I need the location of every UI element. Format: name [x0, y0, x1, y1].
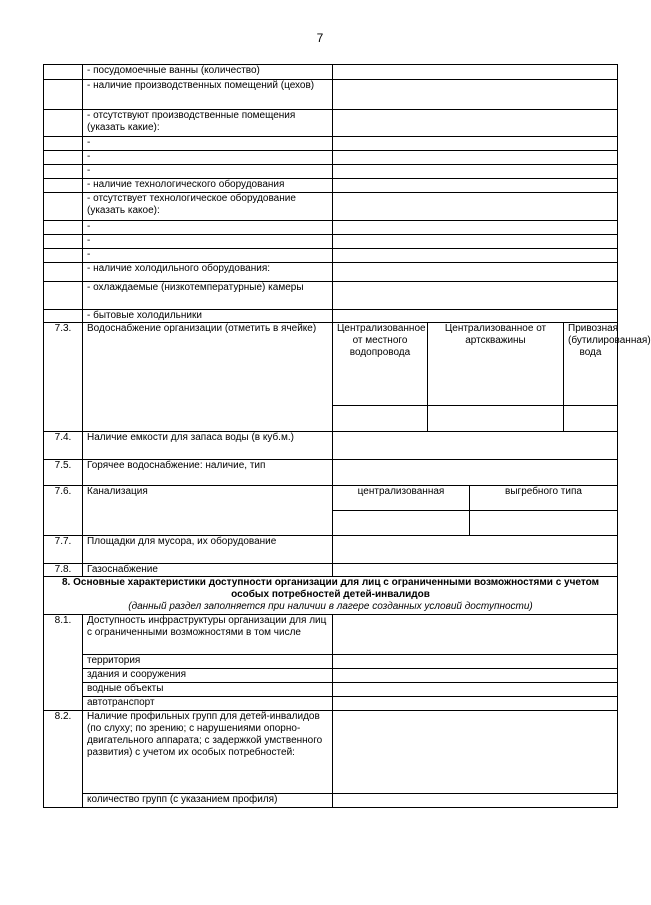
water-central-local-checkbox[interactable] [333, 406, 428, 432]
row-label: - посудомоечные ванны (количество) [83, 65, 333, 80]
water-option-central-well: Централизованное от артскважины [428, 323, 564, 406]
number-cell [44, 310, 83, 323]
value-cell[interactable] [333, 221, 618, 235]
value-cell[interactable] [333, 432, 618, 460]
number-cell [44, 80, 83, 110]
row-label: территория [83, 655, 333, 669]
table-row [44, 310, 618, 323]
section-8-title: 8. Основные характеристики доступности организации для лиц с ограниченными возможностями с учетом особых потребностей детей-инвалидов [62, 577, 599, 600]
table-row [44, 683, 618, 697]
row-label: - [83, 235, 333, 249]
value-cell[interactable] [333, 655, 618, 669]
table-row [44, 263, 618, 282]
sewage-option-cesspool: выгребного типа [470, 486, 618, 511]
table-row [44, 151, 618, 165]
row-number: 8.2. [44, 711, 83, 808]
value-cell[interactable] [333, 310, 618, 323]
row-number: 7.6. [44, 486, 83, 536]
row-label: - бытовые холодильники [83, 310, 333, 323]
row-number: 7.4. [44, 432, 83, 460]
row-label: - [83, 137, 333, 151]
table-row [44, 794, 618, 808]
row-label: Горячее водоснабжение: наличие, тип [83, 460, 333, 486]
value-cell[interactable] [333, 794, 618, 808]
row-number: 8.1. [44, 615, 83, 711]
table-row [44, 536, 618, 564]
value-cell[interactable] [333, 179, 618, 193]
table-row [44, 460, 618, 486]
value-cell[interactable] [333, 235, 618, 249]
row-label: - наличие производственных помещений (цехов) [83, 80, 333, 110]
table-row [44, 486, 618, 511]
number-cell [44, 65, 83, 80]
table-row [44, 323, 618, 406]
number-cell [44, 193, 83, 221]
table-row [44, 193, 618, 221]
table-row [44, 655, 618, 669]
table-row [44, 179, 618, 193]
number-cell [44, 249, 83, 263]
table-row [44, 221, 618, 235]
value-cell[interactable] [333, 137, 618, 151]
value-cell[interactable] [333, 669, 618, 683]
number-cell [44, 263, 83, 282]
table-row [44, 282, 618, 310]
table-row [44, 235, 618, 249]
value-cell[interactable] [333, 564, 618, 577]
row-label: Газоснабжение [83, 564, 333, 577]
number-cell [44, 221, 83, 235]
row-label: - отсутствует технологическое оборудование (указать какое): [83, 193, 333, 221]
info-form-table [43, 64, 651, 808]
value-cell[interactable] [333, 683, 618, 697]
row-label: Канализация [83, 486, 333, 536]
water-option-central-local: Централизованное от местного водопровода [333, 323, 428, 406]
value-cell[interactable] [333, 536, 618, 564]
row-number: 7.5. [44, 460, 83, 486]
value-cell[interactable] [333, 110, 618, 137]
row-label: - охлаждаемые (низкотемпературные) камеры [83, 282, 333, 310]
number-cell [44, 235, 83, 249]
row-label: - наличие технологического оборудования [83, 179, 333, 193]
table-row [44, 249, 618, 263]
row-label: - отсутствуют производственные помещения (указать какие): [83, 110, 333, 137]
value-cell[interactable] [333, 80, 618, 110]
value-cell[interactable] [333, 263, 618, 282]
row-label: Площадки для мусора, их оборудование [83, 536, 333, 564]
table-row [44, 80, 618, 110]
table-row [44, 564, 618, 577]
row-label: автотранспорт [83, 697, 333, 711]
value-cell[interactable] [333, 711, 618, 794]
value-cell[interactable] [333, 697, 618, 711]
value-cell[interactable] [333, 460, 618, 486]
table-row [44, 165, 618, 179]
section-8-heading [44, 577, 618, 615]
table-row [44, 711, 618, 794]
value-cell[interactable] [333, 151, 618, 165]
row-label: - [83, 221, 333, 235]
row-label: водные объекты [83, 683, 333, 697]
section-8-note: (данный раздел заполняется при наличии в лагере созданных условий доступности) [128, 601, 533, 612]
row-number: 7.3. [44, 323, 83, 432]
value-cell[interactable] [333, 65, 618, 80]
table-row [44, 669, 618, 683]
number-cell [44, 179, 83, 193]
table-row [44, 110, 618, 137]
water-bottled-checkbox[interactable] [564, 406, 618, 432]
number-cell [44, 282, 83, 310]
sewage-cesspool-checkbox[interactable] [470, 511, 618, 536]
sewage-central-checkbox[interactable] [333, 511, 470, 536]
water-option-bottled: Привозная (бутилированная) вода [564, 323, 618, 406]
value-cell[interactable] [333, 615, 618, 655]
table-row [44, 577, 618, 615]
row-label: - [83, 165, 333, 179]
row-label: - [83, 249, 333, 263]
row-label: - [83, 151, 333, 165]
table-row [44, 615, 618, 655]
number-cell [44, 151, 83, 165]
row-label: Водоснабжение организации (отметить в ячейке) [83, 323, 333, 432]
number-cell [44, 165, 83, 179]
value-cell[interactable] [333, 165, 618, 179]
row-label: Наличие емкости для запаса воды (в куб.м.) [83, 432, 333, 460]
row-number: 7.8. [44, 564, 83, 577]
row-label: Наличие профильных групп для детей-инвалидов (по слуху; по зрению; с нарушениями опорно-двигательного аппарата; с задержкой умственного развития) с учетом их особых потребностей: [83, 711, 333, 794]
row-label: - наличие холодильного оборудования: [83, 263, 333, 282]
row-label: здания и сооружения [83, 669, 333, 683]
row-number: 7.7. [44, 536, 83, 564]
table-row [44, 697, 618, 711]
water-central-well-checkbox[interactable] [428, 406, 564, 432]
row-label: Доступность инфраструктуры организации для лиц с ограниченными возможностями в том числе [83, 615, 333, 655]
table-row [44, 65, 618, 80]
value-cell[interactable] [333, 282, 618, 310]
value-cell[interactable] [333, 193, 618, 221]
row-label: количество групп (с указанием профиля) [83, 794, 333, 808]
sewage-option-central: централизованная [333, 486, 470, 511]
number-cell [44, 110, 83, 137]
value-cell[interactable] [333, 249, 618, 263]
table-row [44, 137, 618, 151]
table-row [44, 432, 618, 460]
page-number: 7 [316, 31, 324, 45]
number-cell [44, 137, 83, 151]
